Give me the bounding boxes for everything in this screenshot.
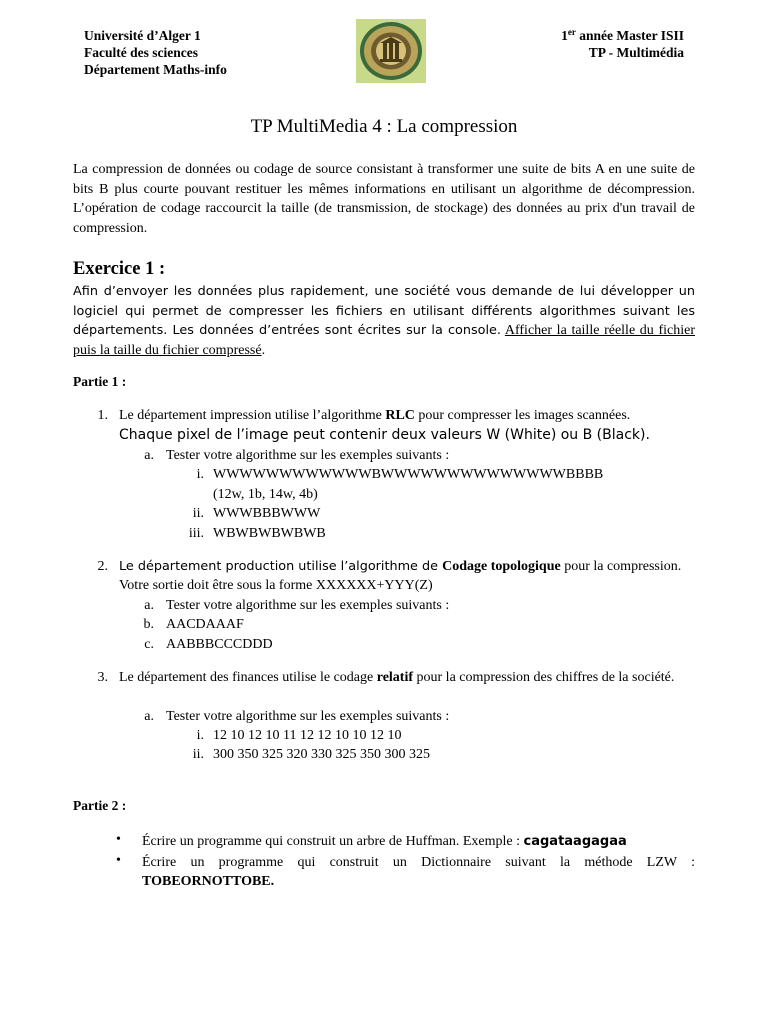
- item3-example1-number: i.: [196, 728, 204, 743]
- bullet1-marker: •: [116, 832, 121, 847]
- item2-sub-c-text: AABBBCCCDDD: [166, 637, 273, 652]
- bullet2-marker: •: [116, 853, 121, 868]
- item3-text: Le département des finances utilise le codage relatif pour la compression des chiffres de la société.: [119, 670, 675, 685]
- item3-example2-number: ii.: [192, 747, 204, 762]
- item1-example3-value: WBWBWBWBWB: [213, 526, 326, 541]
- item1-sub-text: Tester votre algorithme sur les exemples suivants :: [166, 448, 450, 463]
- item2-line2: Votre sortie doit être sous la forme XXXXXX+YYY(Z): [119, 578, 433, 593]
- item1-line2: Chaque pixel de l’image peut contenir deux valeurs W (White) ou B (Black).: [119, 427, 650, 443]
- department-name: Département Maths-info: [84, 62, 227, 77]
- bullet2-text: Écrire un programme qui construit un Dictionnaire suivant la méthode LZW :: [142, 855, 695, 870]
- course-name: TP - Multimédia: [588, 45, 684, 60]
- partie1-heading: Partie 1 :: [73, 374, 127, 389]
- item2-sub-c-label: c.: [144, 637, 154, 652]
- item1-example3-number: iii.: [188, 526, 204, 541]
- academic-year: 1er année Master ISII: [561, 27, 684, 43]
- item1-sub-label: a.: [144, 448, 154, 463]
- exercise-title: Exercice 1 :: [73, 259, 166, 279]
- item2-sub-b-text: AACDAAAF: [166, 617, 244, 632]
- item2-number: 2.: [97, 559, 108, 574]
- item3-sub-text: Tester votre algorithme sur les exemples suivants :: [166, 709, 450, 724]
- item3-sub-label: a.: [144, 709, 154, 724]
- faculty-name: Faculté des sciences: [84, 45, 198, 60]
- item2-sub-a-label: a.: [144, 598, 154, 613]
- item1-number: 1.: [97, 408, 108, 423]
- underlined-instruction: Afficher la taille réelle du fichier puis la taille du fichier compressé: [73, 323, 695, 358]
- header-course-info: [561, 27, 684, 61]
- university-seal-icon: [356, 19, 426, 83]
- item2-sub-a-text: Tester votre algorithme sur les exemples suivants :: [166, 598, 450, 613]
- exercise-description: Afin d’envoyer les données plus rapidement, une société vous demande de lui développer un logiciel qui permet de compresser les fichiers en utilisant différents algorithmes suivant les départements. Les données d’entrées sont écrites sur la console. Afficher la taille réelle du fichier puis la taille du fichier compressé.: [73, 284, 695, 358]
- item2-text: Le département production utilise l’algorithme de Codage topologique pour la compression.: [119, 559, 682, 574]
- item3-number: 3.: [97, 670, 108, 685]
- bullet2-bold: TOBEORNOTTOBE.: [142, 874, 275, 889]
- item2-sub-b-label: b.: [143, 617, 154, 632]
- header-institution: [84, 27, 227, 78]
- partie2-heading: Partie 2 :: [73, 798, 127, 813]
- item1-example1-number: i.: [196, 467, 204, 482]
- item1-example2-value: WWWBBBWWW: [213, 506, 321, 521]
- item3-example1-value: 12 10 12 10 11 12 12 10 10 12 10: [213, 728, 402, 743]
- item1-example1-value: WWWWWWWWWWWWBWWWWWWWWWWWWWWBBBB: [213, 467, 604, 482]
- page-title: TP MultiMedia 4 : La compression: [250, 116, 518, 137]
- bullet1-text: Écrire un programme qui construit un arbre de Huffman. Exemple : cagataagagaa: [142, 834, 627, 849]
- intro-paragraph: La compression de données ou codage de source consistant à transformer une suite de bits A en une suite de bits B plus courte pouvant restituer les mêmes informations en utilisant un algorithme de décompression. L’opération de codage raccourcit la taille (de transmission, de stockage) des données au prix d'un travail de compression.: [73, 162, 695, 236]
- item1-example1-result: (12w, 1b, 14w, 4b): [213, 487, 318, 502]
- item1-example2-number: ii.: [192, 506, 204, 521]
- item1-text: Le département impression utilise l’algorithme RLC pour compresser les images scannées.: [119, 408, 631, 423]
- item3-example2-value: 300 350 325 320 330 325 350 300 325: [213, 747, 430, 762]
- university-name: Université d’Alger 1: [84, 28, 201, 43]
